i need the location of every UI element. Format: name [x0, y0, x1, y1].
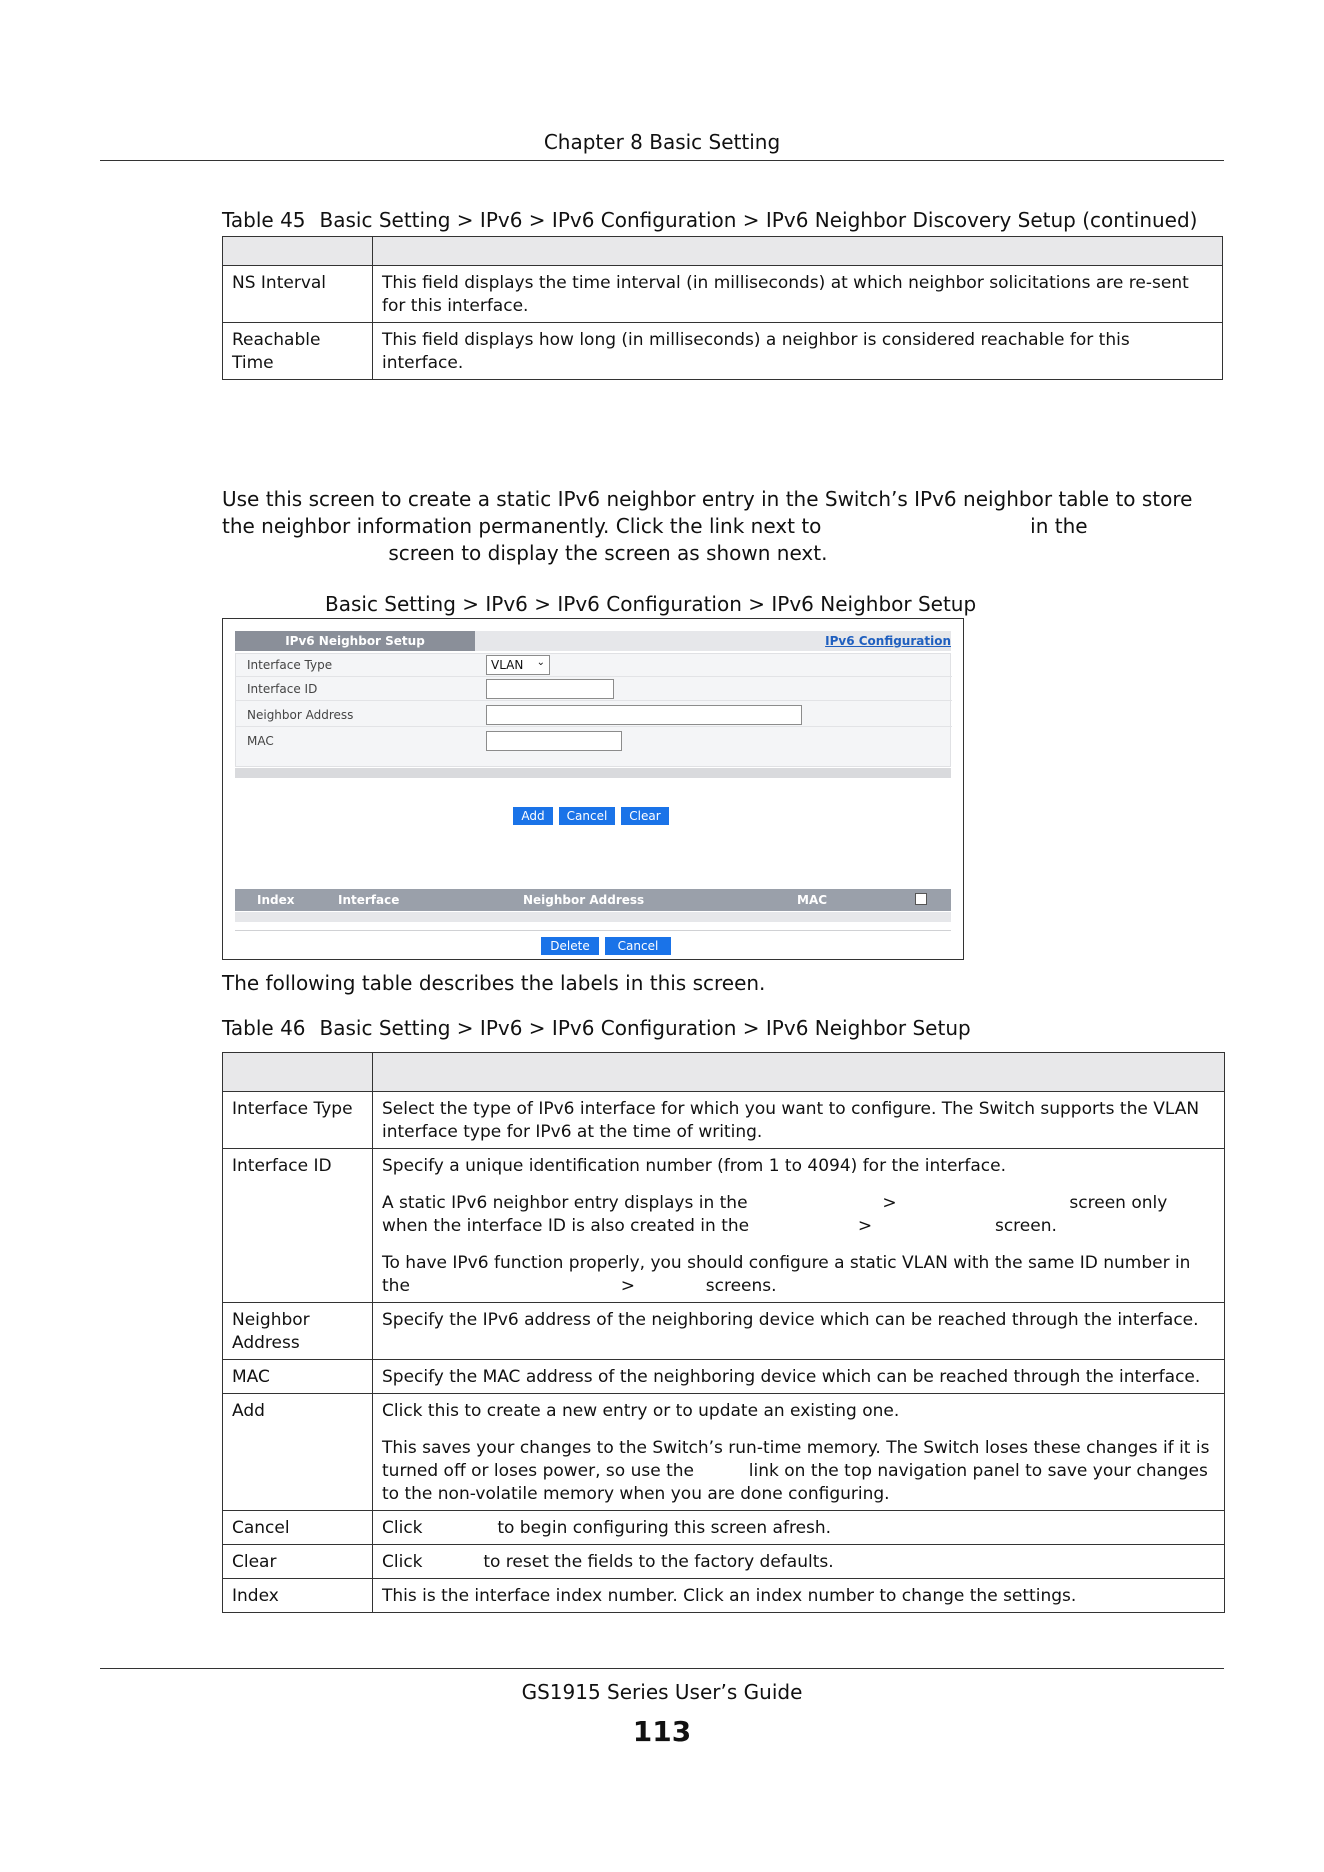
row-description-text: This is the interface index number. Click an index number to change the settings. [382, 1586, 1077, 1606]
text-span: to reset the fields to the factory defaults. [483, 1552, 834, 1572]
form-area [235, 653, 951, 767]
text-span: This saves your changes to the Switch’s run-time memory. The Switch loses these changes if it is turned off or loses power, so use the [382, 1438, 1210, 1481]
column-interface: Interface [338, 893, 400, 907]
row-description [373, 1092, 1225, 1149]
text-span: screen. [994, 1216, 1057, 1236]
text-span: Click [382, 1518, 423, 1538]
row-description [373, 1303, 1225, 1360]
screenshot-figure [222, 618, 964, 960]
ipv6-configuration-link[interactable]: IPv6 Configuration [825, 634, 951, 648]
row-description-text [382, 1437, 1215, 1506]
table-row [223, 1394, 1225, 1511]
guide-title: GS1915 Series User’s Guide [521, 1680, 803, 1704]
chevron-down-icon: ⌄ [536, 657, 545, 668]
mac-label: MAC [247, 734, 274, 748]
intro-paragraph [222, 486, 1222, 567]
row-label: Interface Type [223, 1092, 373, 1149]
text-span: > [882, 1193, 897, 1213]
row-label: Neighbor Address [223, 1303, 373, 1360]
text-span: To have IPv6 function properly, you should configure a static VLAN with the same ID number in the [382, 1253, 1191, 1296]
text-span: Click [382, 1552, 423, 1572]
intro-text-1: Use this screen to create a static IPv6 neighbor entry in the Switch’s IPv6 neighbor table to store the neighbor information permanently. Click the link next to [222, 487, 1193, 538]
following-text: The following table describes the labels in this screen. [222, 971, 766, 995]
interface-id-row [236, 678, 952, 701]
text-span: screens. [705, 1276, 777, 1296]
neighbor-address-input[interactable] [486, 705, 802, 725]
running-header: Chapter 8 Basic Setting [543, 130, 781, 154]
table46-caption [222, 1016, 971, 1040]
text-span: to begin configuring this screen afresh. [497, 1518, 832, 1538]
row-description [373, 1511, 1225, 1545]
row-description-text [382, 1551, 1215, 1574]
intro-text-2: in the [1030, 514, 1088, 538]
row-description-text: Specify the IPv6 address of the neighboring device which can be reached through the interface. [382, 1310, 1199, 1330]
text-span: A static IPv6 neighbor entry displays in the [382, 1193, 748, 1213]
row-label: Clear [223, 1545, 373, 1579]
row-description [373, 1545, 1225, 1579]
row-description [373, 1579, 1225, 1613]
row-label: Interface ID [223, 1149, 373, 1303]
row-label: Index [223, 1579, 373, 1613]
neighbor-address-row [236, 704, 952, 727]
intro-text-3: screen to display the screen as shown next. [388, 541, 828, 565]
mac-input[interactable] [486, 731, 622, 751]
table-row [223, 1579, 1225, 1613]
table-row [223, 1545, 1225, 1579]
page-number: 113 [632, 1715, 692, 1748]
row-label: NS Interval [223, 266, 373, 323]
table46-number: Table 46 [222, 1016, 306, 1040]
row-description-text [382, 1192, 1215, 1238]
header-rule [100, 160, 1224, 161]
row-description [373, 1149, 1225, 1303]
neighbor-address-label: Neighbor Address [247, 708, 354, 722]
delete-button[interactable]: Delete [541, 937, 599, 955]
row-label: Cancel [223, 1511, 373, 1545]
row-description-text: Specify the MAC address of the neighboring device which can be reached through the interface. [382, 1367, 1201, 1387]
text-span: screen only when the interface ID is also created in the [382, 1193, 1168, 1236]
column-neighbor-address: Neighbor Address [523, 893, 645, 907]
table46-title: Basic Setting > IPv6 > IPv6 Configuration > IPv6 Neighbor Setup [319, 1016, 971, 1040]
table-row [223, 1511, 1225, 1545]
row-description-text: Select the type of IPv6 interface for which you want to configure. The Switch supports the VLAN interface type for IPv6 at the time of writing. [382, 1099, 1200, 1142]
table-row [223, 1360, 1225, 1394]
form-divider [235, 768, 951, 778]
row-description: This field displays the time interval (in milliseconds) at which neighbor solicitations are re-sent for this interface. [373, 266, 1223, 323]
table45-header-row [223, 237, 1223, 266]
cancel-button[interactable]: Cancel [559, 807, 615, 825]
table-row [223, 1092, 1225, 1149]
panel-title: IPv6 Neighbor Setup [235, 631, 475, 651]
table-row [223, 323, 1223, 380]
neighbor-list-header [235, 889, 951, 911]
table-row [223, 1303, 1225, 1360]
row-description [373, 1360, 1225, 1394]
mac-row [236, 730, 952, 752]
row-description: This field displays how long (in milliseconds) a neighbor is considered reachable for this interface. [373, 323, 1223, 380]
add-button[interactable]: Add [513, 807, 553, 825]
table45 [222, 236, 1223, 380]
interface-id-label: Interface ID [247, 682, 318, 696]
interface-type-select[interactable] [486, 655, 550, 675]
row-label: MAC [223, 1360, 373, 1394]
table-row [223, 266, 1223, 323]
column-mac: MAC [797, 893, 828, 907]
footer-rule [100, 1668, 1224, 1669]
table45-number: Table 45 [222, 208, 306, 232]
table46-header-row [223, 1053, 1225, 1092]
text-span: > [620, 1276, 635, 1296]
column-index: Index [257, 893, 295, 907]
table-row [223, 1149, 1225, 1303]
interface-type-label: Interface Type [247, 658, 333, 672]
interface-id-input[interactable] [486, 679, 614, 699]
interface-type-value: VLAN [491, 658, 524, 672]
table46 [222, 1052, 1225, 1613]
cancel-list-button[interactable]: Cancel [605, 937, 671, 955]
row-label: Add [223, 1394, 373, 1511]
row-description-text [382, 1517, 1215, 1540]
list-body-band [235, 912, 951, 922]
row-description-text [382, 1252, 1215, 1298]
clear-button[interactable]: Clear [621, 807, 669, 825]
row-description-text: Specify a unique identification number (from 1 to 4094) for the interface. [382, 1156, 1007, 1176]
text-span: link on the top navigation panel to save your changes to the non-volatile memory when you are done configuring. [382, 1461, 1208, 1504]
table45-caption [222, 208, 1197, 232]
list-divider [235, 930, 951, 931]
figure-caption: Basic Setting > IPv6 > IPv6 Configuration > IPv6 Neighbor Setup [325, 592, 977, 616]
select-all-checkbox[interactable] [915, 893, 927, 905]
table45-title: Basic Setting > IPv6 > IPv6 Configuration > IPv6 Neighbor Discovery Setup (continued) [319, 208, 1198, 232]
row-label: Reachable Time [223, 323, 373, 380]
interface-type-row [236, 654, 952, 677]
row-description [373, 1394, 1225, 1511]
text-span: > [857, 1216, 873, 1236]
row-description-text: Click this to create a new entry or to update an existing one. [382, 1401, 900, 1421]
